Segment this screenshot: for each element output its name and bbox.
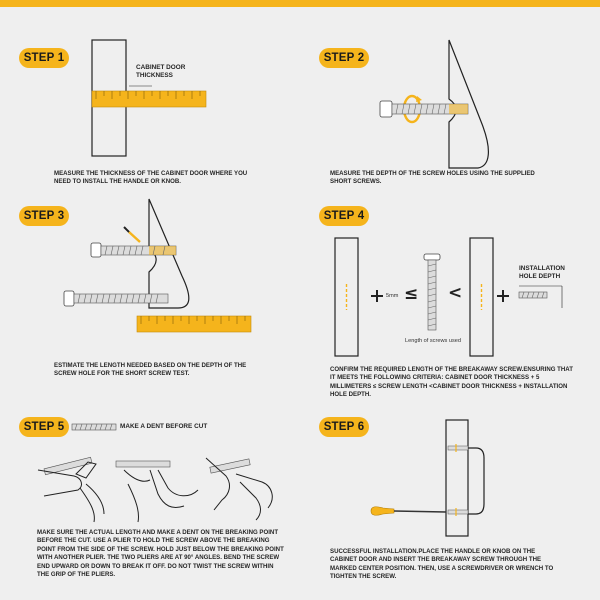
step-6-badge: STEP 6 bbox=[319, 417, 369, 437]
step-1-label: CABINET DOOR THICKNESS bbox=[136, 64, 186, 80]
step-4-mm-label: 5mm bbox=[386, 293, 399, 299]
step-4-screw-label: Length of screws used bbox=[405, 338, 461, 344]
step-3-caption: ESTIMATE THE LENGTH NEEDED BASED ON THE DEPTH OF THE SCREW HOLE FOR THE SHORT SCREW TEST. bbox=[54, 362, 247, 378]
step-4-caption: CONFIRM THE REQUIRED LENGTH OF THE BREAKAWAY SCREW.ENSURING THAT IT MEETS THE FOLLOWING CRITERIA: CABINET DOOR THICKNESS + 5 MILLIMETERS ≤ SCREW LENGTH <CABINET DOOR THICKNESS + INSTALLATION HOLE DEPTH. bbox=[330, 366, 573, 399]
step-1-caption: MEASURE THE THICKNESS OF THE CABINET DOOR WHERE YOU NEED TO INSTALL THE HANDLE OR KNOB. bbox=[54, 170, 248, 186]
step-5-caption: MAKE SURE THE ACTUAL LENGTH AND MAKE A DENT ON THE BREAKING POINT BEFORE THE CUT. USE A PLIER TO HOLD THE SCREW ABOVE THE BREAKING POINT FROM THE SIDE OF THE SCREW. HOLD JUST BELOW THE BREAKING POINT WITH ANOTHER PLIER. THE TWO PLIERS ARE AT 90° ANGLES. BEND THE SCREW END UPWARD OR DOWN TO BREAK IT OFF. DO NOT TWIST THE SCREW WITHIN THE GRIP OF THE PLIERS. bbox=[37, 529, 284, 579]
step-2-badge: STEP 2 bbox=[319, 48, 369, 68]
step-4-lt-symbol: < bbox=[448, 283, 463, 303]
step-6-caption: SUCCESSFUL INSTALLATION.PLACE THE HANDLE OR KNOB ON THE CABINET DOOR AND INSERT THE BREAKAWAY SCREW THROUGH THE MARKED CENTER POSITION. THEN, USE A SCREWDRIVER OR WRENCH TO TIGHTEN THE SCREW. bbox=[330, 548, 554, 581]
step-1-badge: STEP 1 bbox=[19, 48, 69, 68]
step-4-label: INSTALLATION HOLE DEPTH bbox=[519, 265, 565, 281]
step-4-le-symbol: ≤ bbox=[404, 284, 419, 304]
step-2-caption: MEASURE THE DEPTH OF THE SCREW HOLES USING THE SUPPLIED SHORT SCREWS. bbox=[330, 170, 535, 186]
step-5-label: MAKE A DENT BEFORE CUT bbox=[120, 423, 208, 430]
step-4-badge: STEP 4 bbox=[319, 206, 369, 226]
step-5-badge: STEP 5 bbox=[19, 417, 69, 437]
step-3-badge: STEP 3 bbox=[19, 206, 69, 226]
